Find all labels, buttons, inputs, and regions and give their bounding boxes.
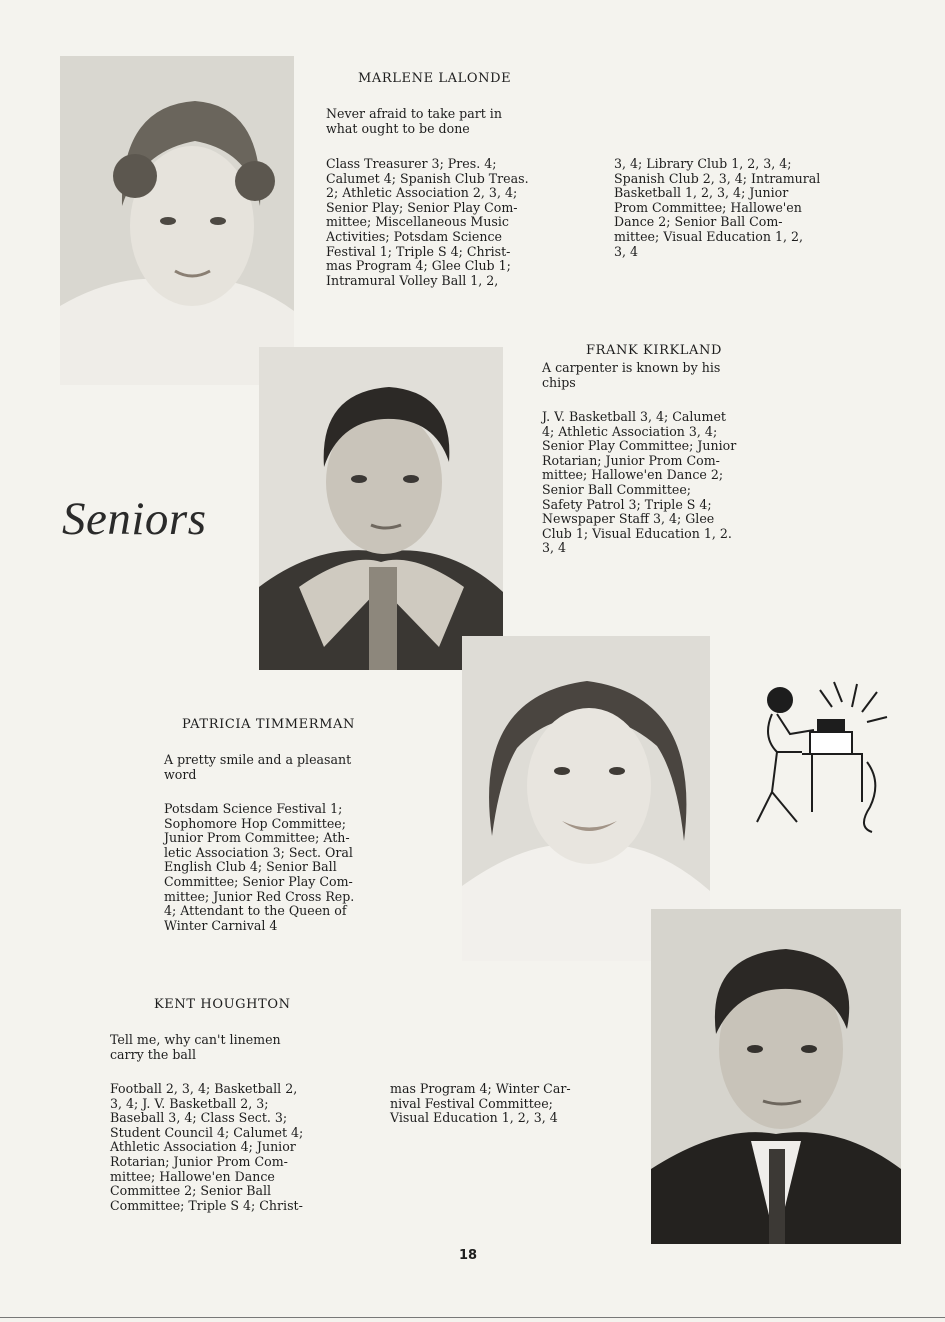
motto-line: carry the ball: [110, 1046, 196, 1062]
student-name-marlene: MARLENE LALONDE: [358, 71, 512, 86]
activity-line: Intramural Volley Ball 1, 2,: [326, 272, 499, 288]
activity-line: mittee; Visual Education 1, 2,: [614, 228, 804, 244]
student-name-frank: FRANK KIRKLAND: [586, 343, 722, 358]
student-motto-frank: [542, 361, 720, 390]
portrait-marlene-lalonde: [60, 56, 294, 385]
student-name-patricia: PATRICIA TIMMERMAN: [182, 717, 356, 732]
activities-kent-col1: [110, 1082, 303, 1213]
page-number: 18: [459, 1248, 478, 1263]
activity-line: Senior Play Committee; Junior: [542, 438, 737, 454]
activity-line: Activities; Potsdam Science: [326, 228, 502, 244]
activity-line: Rotarian; Junior Prom Com-: [542, 452, 720, 468]
activity-line: Football 2, 3, 4; Basketball 2,: [110, 1081, 298, 1096]
activities-marlene-col1: [326, 157, 529, 288]
activity-line: mas Program 4; Winter Car-: [390, 1081, 571, 1096]
motto-line: what ought to be done: [326, 120, 470, 136]
activity-line: 3, 4: [542, 540, 567, 556]
activity-line: Student Council 4; Calumet 4;: [110, 1124, 304, 1140]
activity-line: Visual Education 1, 2, 3, 4: [390, 1110, 558, 1126]
activity-line: mittee; Hallowe'en Dance: [110, 1168, 275, 1184]
activity-line: Basketball 1, 2, 3, 4; Junior: [614, 185, 789, 201]
activity-line: Sophomore Hop Committee;: [164, 815, 346, 831]
activities-patricia: [164, 802, 354, 933]
activity-line: Dance 2; Senior Ball Com-: [614, 214, 783, 230]
portrait-frank-kirkland: [259, 347, 503, 670]
activity-line: nival Festival Committee;: [390, 1095, 553, 1111]
activity-line: Club 1; Visual Education 1, 2.: [542, 525, 732, 541]
activity-line: Newspaper Staff 3, 4; Glee: [542, 511, 715, 527]
activity-line: Rotarian; Junior Prom Com-: [110, 1153, 288, 1169]
typist-illustration: [742, 672, 892, 837]
motto-line: A pretty smile and a pleasant: [164, 752, 352, 767]
activity-line: Committee; Triple S 4; Christ-: [110, 1197, 303, 1213]
student-motto-marlene: [326, 107, 502, 136]
activity-line: Winter Carnival 4: [164, 917, 278, 933]
activity-line: Committee; Senior Play Com-: [164, 873, 353, 889]
activity-line: Prom Committee; Hallowe'en: [614, 199, 802, 215]
activity-line: Safety Patrol 3; Triple S 4;: [542, 496, 712, 512]
activities-marlene-col2: [614, 157, 820, 259]
activity-line: Potsdam Science Festival 1;: [164, 801, 343, 816]
activity-line: Calumet 4; Spanish Club Treas.: [326, 170, 529, 186]
activity-line: 4; Athletic Association 3, 4;: [542, 423, 718, 439]
motto-line: chips: [542, 374, 576, 390]
student-motto-kent: [110, 1033, 281, 1062]
activity-line: 4; Attendant to the Queen of: [164, 903, 347, 919]
activity-line: English Club 4; Senior Ball: [164, 859, 337, 875]
activities-frank: [542, 410, 736, 556]
activity-line: Spanish Club 2, 3, 4; Intramural: [614, 170, 821, 186]
activity-line: 3, 4; Library Club 1, 2, 3, 4;: [614, 156, 792, 171]
motto-line: Never afraid to take part in: [326, 106, 502, 121]
activity-line: Senior Ball Committee;: [542, 481, 692, 497]
activity-line: J. V. Basketball 3, 4; Calumet: [542, 409, 726, 424]
activity-line: 2; Athletic Association 2, 3, 4;: [326, 185, 518, 201]
activities-kent-col2: [390, 1082, 571, 1126]
motto-line: word: [164, 766, 197, 782]
activity-line: mittee; Junior Red Cross Rep.: [164, 888, 355, 904]
activity-line: Junior Prom Committee; Ath-: [164, 830, 350, 846]
student-name-kent: KENT HOUGHTON: [154, 997, 291, 1012]
student-motto-patricia: [164, 753, 351, 782]
activity-line: mittee; Hallowe'en Dance 2;: [542, 467, 724, 483]
section-title: Seniors: [62, 493, 207, 545]
activity-line: Class Treasurer 3; Pres. 4;: [326, 156, 497, 171]
page-bottom-edge: [0, 1317, 945, 1318]
activity-line: letic Association 3; Sect. Oral: [164, 844, 353, 860]
activity-line: Festival 1; Triple S 4; Christ-: [326, 243, 511, 259]
activity-line: mittee; Miscellaneous Music: [326, 214, 509, 230]
activity-line: Athletic Association 4; Junior: [110, 1139, 296, 1155]
activity-line: 3, 4; J. V. Basketball 2, 3;: [110, 1095, 269, 1111]
motto-line: Tell me, why can't linemen: [110, 1032, 281, 1047]
activity-line: mas Program 4; Glee Club 1;: [326, 258, 511, 274]
portrait-kent-houghton: [651, 909, 901, 1244]
activity-line: Committee 2; Senior Ball: [110, 1183, 272, 1199]
motto-line: A carpenter is known by his: [542, 360, 721, 375]
activity-line: Baseball 3, 4; Class Sect. 3;: [110, 1110, 288, 1126]
activity-line: 3, 4: [614, 243, 639, 259]
activity-line: Senior Play; Senior Play Com-: [326, 199, 518, 215]
